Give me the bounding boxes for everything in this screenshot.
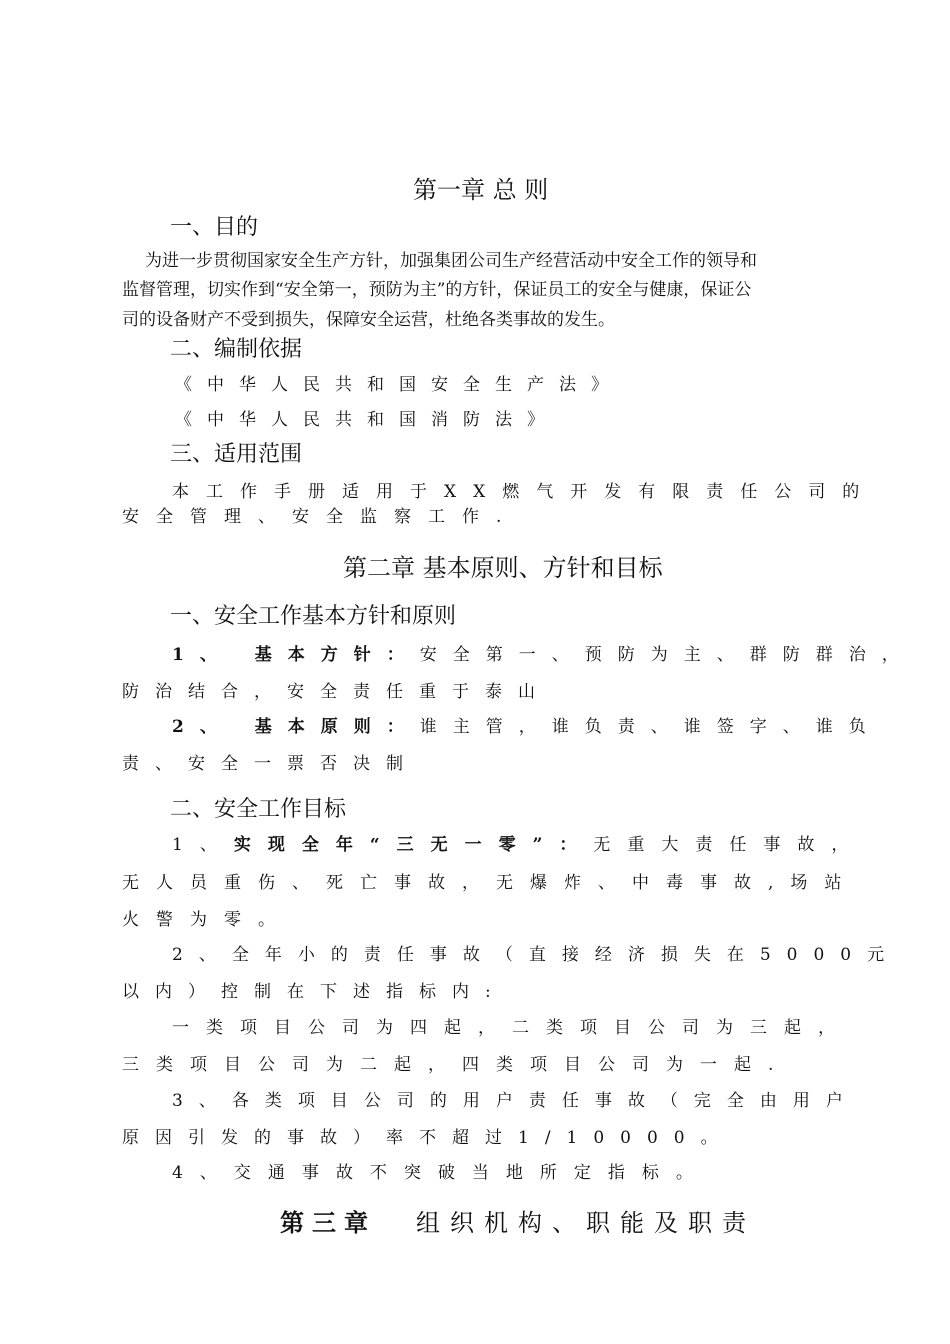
section-basis-heading: 二、编制依据	[170, 337, 303, 362]
section-principles-heading: 一、安全工作基本方针和原则	[170, 604, 457, 629]
principle-item-1-text: 安全第一、预防为主、群防群治，	[419, 645, 915, 665]
goal-1-text: 无重大责任事故，	[593, 835, 866, 855]
goal-2-line-1: 2、全年小的责任事故（直接经济损失在5000元	[172, 945, 901, 965]
principle-item-1	[172, 640, 915, 665]
goal-3-line-1: 3、各类项目公司的用户责任事故（完全由用户	[172, 1091, 859, 1111]
goal-2-line-3: 一类项目公司为四起，二类项目公司为三起，	[172, 1018, 852, 1038]
goal-4-line-1: 4、交通事故不突破当地所定指标。	[172, 1163, 710, 1183]
purpose-line-3: 司的设备财产不受到损失，保障安全运营，杜绝各类事故的发生。	[122, 310, 615, 330]
principle-item-1-cont: 防治结合，安全责任重于泰山	[122, 682, 551, 702]
chapter-3-label: 第三章	[280, 1208, 376, 1237]
law-safety-production-text: 《中华人民共和国安全生产法》	[175, 375, 623, 395]
goal-1-num: 1、	[172, 835, 234, 855]
chapter-2-title: 第二章 基本原则、方针和目标	[343, 554, 663, 582]
scope-line-1: 本工作手册适用于XX燃气开发有限责任公司的	[172, 482, 877, 502]
section-goals-heading: 二、安全工作目标	[170, 797, 347, 822]
law-safety-production	[175, 370, 623, 395]
law-fire-protection	[175, 405, 559, 430]
section-scope-heading: 三、适用范围	[170, 442, 303, 467]
scope-line-2: 安全管理、安全监察工作.	[122, 507, 519, 527]
principle-item-2	[172, 712, 882, 737]
goal-2-line-4: 三类项目公司为二起，四类项目公司为一起.	[122, 1055, 791, 1075]
goal-1-cont-2: 火警为零。	[122, 910, 292, 930]
goal-1	[172, 830, 865, 855]
purpose-line-2: 监督管理，切实作到“安全第一，预防为主”的方针，保证员工的安全与健康，保证公	[122, 280, 752, 300]
purpose-line-1: 为进一步贯彻国家安全生产方针，加强集团公司生产经营活动中安全工作的领导和	[145, 251, 757, 271]
goal-1-label: 实现全年“三无一零”：	[233, 835, 594, 855]
principle-item-2-cont: 责、安全一票否决制	[122, 754, 419, 774]
goal-1-cont-1: 无人员重伤、死亡事故，无爆炸、中毒事故,场站	[122, 873, 859, 893]
principle-item-2-text: 谁主管，谁负责、谁签字、谁负	[419, 717, 882, 737]
law-fire-protection-text: 《中华人民共和国消防法》	[175, 410, 559, 430]
principle-item-2-label: 2、 基本原则：	[172, 717, 420, 737]
chapter-3-title	[280, 1203, 756, 1238]
goal-3-line-2: 原因引发的事故）率不超过1/10000。	[122, 1128, 734, 1148]
chapter-1-title: 第一章 总 则	[413, 176, 549, 204]
chapter-3-text: 组织机构、职能及职责	[416, 1209, 756, 1237]
goal-2-line-2: 以内）控制在下述指标内:	[122, 982, 507, 1002]
principle-item-1-label: 1、 基本方针：	[172, 645, 420, 665]
section-purpose-heading: 一、目的	[170, 215, 259, 240]
